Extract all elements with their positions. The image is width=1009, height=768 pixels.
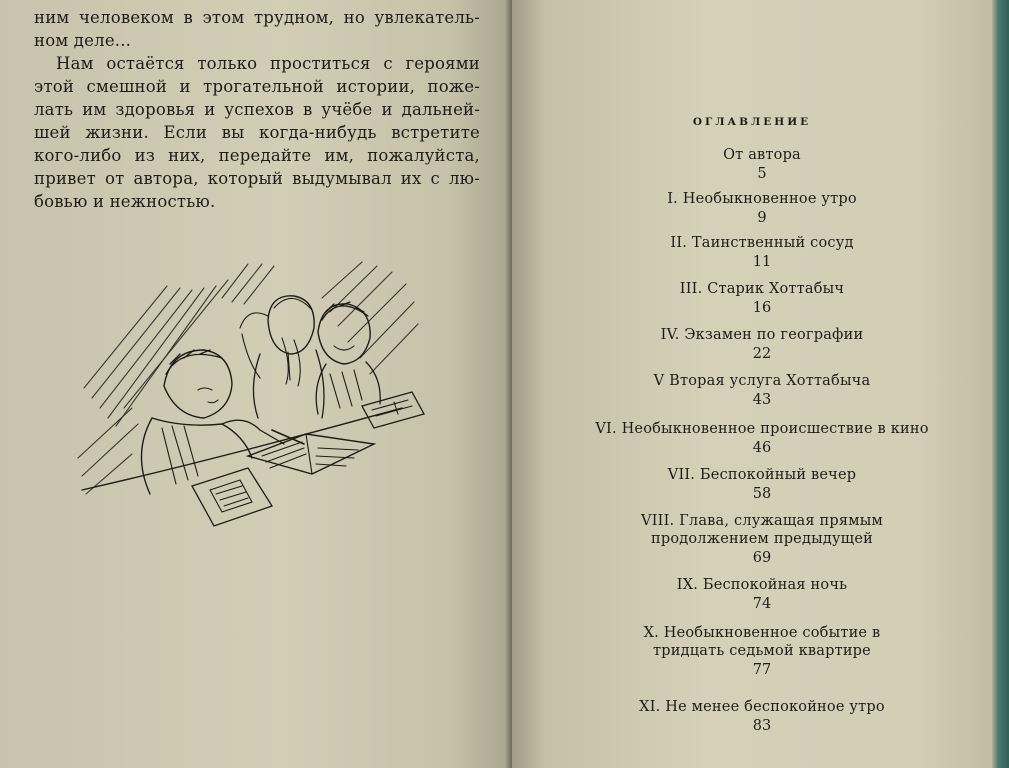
toc-entry	[552, 698, 972, 736]
toc-entry-title: I. Необыкновенное утро	[667, 191, 857, 207]
toc-entry-page: 11	[752, 254, 772, 270]
toc-entry	[552, 466, 972, 504]
toc-entry-title: VIII. Глава, служащая прямым продолжением предыдущей	[641, 513, 883, 547]
toc-entry-title: IV. Экзамен по географии	[660, 327, 864, 343]
toc-entry	[552, 420, 972, 458]
toc-entry	[552, 326, 972, 364]
toc-entry-title: IX. Беспокойная ночь	[676, 577, 848, 593]
toc-entry	[552, 234, 972, 272]
toc-entry	[552, 280, 972, 318]
paragraph-1: ним человеком в этом трудном, но увлекатель-ном деле...	[34, 8, 480, 50]
toc-entry-page: 77	[752, 662, 772, 678]
toc-entry	[552, 512, 972, 568]
toc-entry-title: II. Таинственный сосуд	[670, 235, 854, 251]
toc-entry	[552, 624, 972, 680]
toc-entry-page: 5	[757, 166, 767, 182]
toc-entry-page: 46	[752, 440, 772, 456]
toc-entry-title: X. Необыкновенное событие в тридцать седьмой квартире	[643, 625, 881, 659]
toc-entry-title: VI. Необыкновенное происшествие в кино	[595, 421, 929, 437]
cover-edge	[992, 0, 1009, 768]
toc-entry-page: 69	[752, 550, 772, 566]
paragraph-2: Нам остаётся только проститься с героями этой смешной и трогательной истории, поже-лать им здоровья и успехов в учёбе и дальней-шей жизни. Если вы когда-нибудь встретите кого-либо из них, передайте им, пожалуйста, привет от автора, который выдумывал их с лю-бовью и нежностью.	[34, 54, 480, 211]
toc-entry	[552, 372, 972, 410]
toc-entry-page: 58	[752, 486, 772, 502]
hatching	[78, 262, 418, 494]
toc-entry-page: 16	[752, 300, 772, 316]
toc-entry-title: От автора	[723, 147, 801, 163]
toc-entry-page: 43	[752, 392, 772, 408]
toc-entry	[552, 146, 972, 184]
toc-entry	[552, 190, 972, 228]
toc-entry-page: 22	[752, 346, 772, 362]
illustration-sketch	[72, 258, 432, 533]
toc-entry	[552, 576, 972, 614]
closing-text	[34, 6, 480, 213]
toc-entry-title: XI. Не менее беспокойное утро	[639, 699, 885, 715]
toc-heading: ОГЛАВЛЕНИЕ	[692, 116, 812, 128]
toc-entry-title: VII. Беспокойный вечер	[667, 467, 857, 483]
toc-entry-title: III. Старик Хоттабыч	[679, 281, 845, 297]
toc-entry-page: 9	[757, 210, 767, 226]
toc-entry-page: 74	[752, 596, 772, 612]
toc-entry-page: 83	[752, 718, 772, 734]
toc-entry-title: V Вторая услуга Хоттабыча	[653, 373, 871, 389]
